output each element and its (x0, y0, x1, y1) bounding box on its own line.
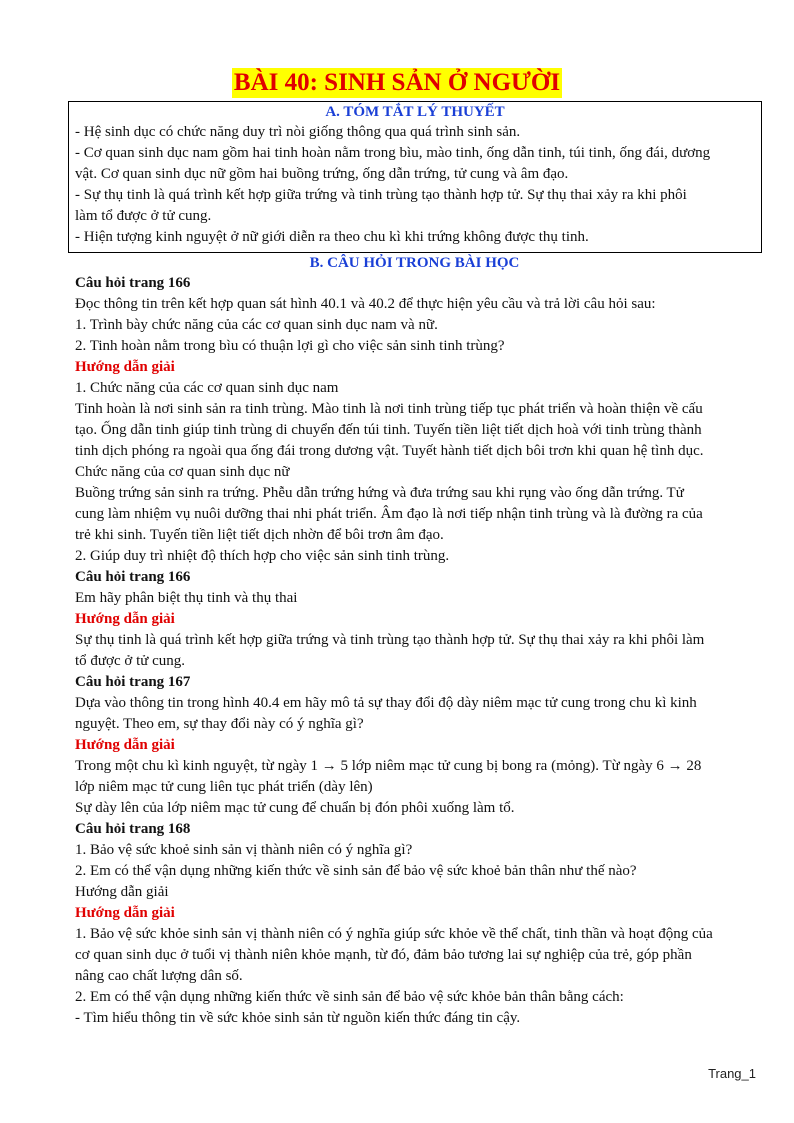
text-line: cơ quan sinh dục ở tuổi vị thành niên khỏe mạnh, từ đó, đảm bảo tương lai sự nghiệp của trẻ, góp phần (75, 947, 692, 963)
text-line: 1. Trình bày chức năng của các cơ quan sinh dục nam và nữ. (75, 317, 438, 333)
summary-line: - Sự thụ tinh là quá trình kết hợp giữa trứng và tinh trùng tạo thành hợp tử. Sự thụ thai xảy ra khi phôi (75, 187, 687, 203)
summary-line: - Hiện tượng kinh nguyệt ở nữ giới diễn ra theo chu kì khi trứng không được thụ tinh. (75, 229, 589, 245)
text-line: Sự dày lên của lớp niêm mạc tử cung để chuẩn bị đón phôi xuống làm tổ. (75, 800, 515, 816)
text-line: - Tìm hiểu thông tin về sức khỏe sinh sản từ nguồn kiến thức đáng tin cậy. (75, 1010, 521, 1026)
solution-heading: Hướng dẫn giải (75, 737, 175, 753)
summary-line: - Hệ sinh dục có chức năng duy trì nòi giống thông qua quá trình sinh sản. (75, 124, 521, 140)
text-line: Dựa vào thông tin trong hình 40.4 em hãy mô tả sự thay đổi độ dày niêm mạc tử cung trong chu kì kinh (75, 695, 697, 711)
text-line: Chức năng của cơ quan sinh dục nữ (75, 464, 290, 480)
question-heading: Câu hỏi trang 168 (75, 821, 191, 837)
page-number: Trang_1 (708, 1066, 756, 1081)
summary-line: vật. Cơ quan sinh dục nữ gồm hai buồng trứng, ống dẫn trứng, tử cung và âm đạo. (75, 166, 569, 182)
content-lines (75, 273, 761, 1029)
text-line: nguyệt. Theo em, sự thay đổi này có ý nghĩa gì? (75, 716, 364, 732)
text-line: 1. Chức năng của các cơ quan sinh dục nam (75, 380, 339, 396)
question-heading: Câu hỏi trang 166 (75, 569, 191, 585)
text-line: lớp niêm mạc tử cung liên tục phát triển (dày lên) (75, 779, 373, 795)
text-line: 1. Bảo vệ sức khoẻ sinh sản vị thành niên có ý nghĩa gì? (75, 842, 413, 858)
title-wrap (0, 68, 794, 98)
question-heading: Câu hỏi trang 166 (75, 275, 191, 291)
summary-line: - Cơ quan sinh dục nam gồm hai tinh hoàn nằm trong bìu, mào tinh, ống dẫn tinh, túi tinh, ống đái, dương (75, 145, 711, 161)
text-line: tạo. Ống dẫn tinh giúp tinh trùng di chuyển đến túi tinh. Tuyến tiền liệt tiết dịch hoà với tinh trùng thành (75, 422, 702, 438)
text-line: 1. Bảo vệ sức khỏe sinh sản vị thành niên có ý nghĩa giúp sức khỏe về thể chất, tinh thần và hoạt động của (75, 926, 713, 942)
text-line: Đọc thông tin trên kết hợp quan sát hình 40.1 và 40.2 để thực hiện yêu cầu và trả lời câu hỏi sau: (75, 296, 656, 312)
text-line: 2. Em có thể vận dụng những kiến thức về sinh sản để bảo vệ sức khỏe bản thân bằng cách: (75, 989, 624, 1005)
text-line: Tinh hoàn là nơi sinh sản ra tinh trùng. Mào tinh là nơi tinh trùng tiếp tục phát triển và hoàn thiện về cấu (75, 401, 703, 417)
solution-heading: Hướng dẫn giải (75, 905, 175, 921)
lesson-questions (75, 253, 761, 1029)
text-line: 2. Tinh hoàn nằm trong bìu có thuận lợi gì cho việc sản sinh tinh trùng? (75, 338, 505, 354)
question-heading: Câu hỏi trang 167 (75, 674, 191, 690)
text-line: cung làm nhiệm vụ nuôi dưỡng thai nhi phát triển. Âm đạo là nơi tiếp nhận tinh trùng và là đường ra của (75, 506, 703, 522)
theory-summary-box (68, 101, 762, 253)
text-line: Sự thụ tinh là quá trình kết hợp giữa trứng và tinh trùng tạo thành hợp tử. Sự thụ thai xảy ra khi phôi làm (75, 632, 705, 648)
text-line: Trong một chu kì kinh nguyệt, từ ngày 1 → 5 lớp niêm mạc tử cung bị bong ra (mỏng). Từ ngày 6 → 28 (75, 758, 702, 774)
text-line: tinh dịch phóng ra ngoài qua ống đái trong dương vật. Tuyết hành tiết dịch bôi trơn khi quan hệ tình dục. (75, 443, 704, 459)
page-title: BÀI 40: SINH SẢN Ở NGƯỜI (233, 69, 561, 96)
section-a-heading: A. TÓM TẮT LÝ THUYẾT (325, 104, 505, 120)
text-line: nâng cao chất lượng dân số. (75, 968, 243, 984)
solution-heading: Hướng dẫn giải (75, 359, 175, 375)
text-line: 2. Giúp duy trì nhiệt độ thích hợp cho việc sản sinh tinh trùng. (75, 548, 450, 564)
text-line: tổ được ở tử cung. (75, 653, 186, 669)
summary-line: làm tổ được ở tử cung. (75, 208, 212, 224)
solution-heading: Hướng dẫn giải (75, 611, 175, 627)
text-line: Hướng dẫn giải (75, 884, 169, 900)
text-line: 2. Em có thể vận dụng những kiến thức về sinh sản để bảo vệ sức khoẻ bản thân như thế nào? (75, 863, 637, 879)
text-line: Buồng trứng sản sinh ra trứng. Phễu dẫn trứng hứng và đưa trứng sau khi rụng vào ống dẫn trứng. Tử (75, 485, 684, 501)
text-line: trẻ khi sinh. Tuyến tiền liệt tiết dịch nhờn để bôi trơn âm đạo. (75, 527, 444, 543)
text-line: Em hãy phân biệt thụ tinh và thụ thai (75, 590, 298, 606)
section-b-heading: B. CÂU HỎI TRONG BÀI HỌC (309, 255, 520, 271)
